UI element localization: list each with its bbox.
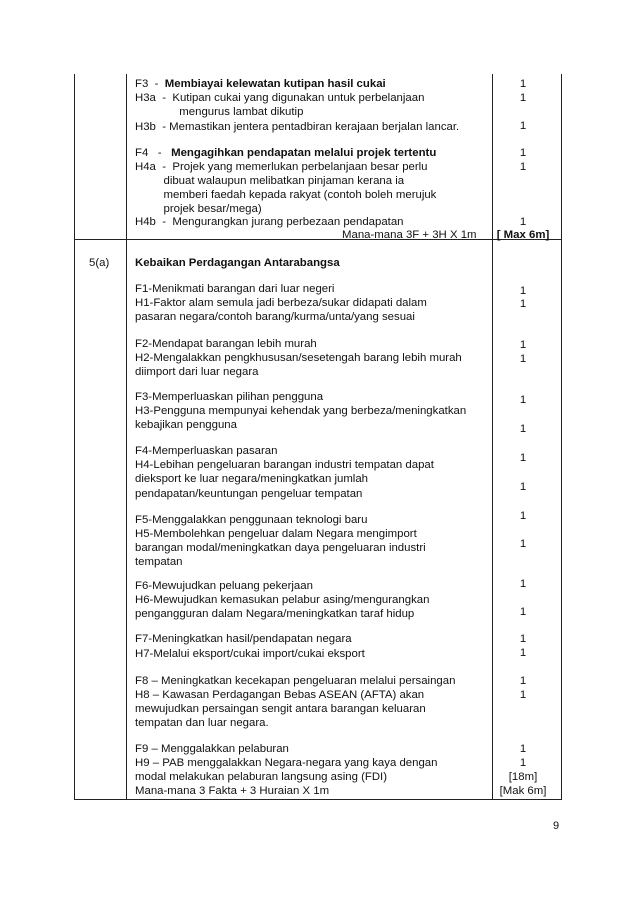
h8-continuation-2: tempatan dan luar negara. xyxy=(135,717,269,729)
h4a-line: H4a - Projek yang memerlukan perbelanjaan besar perlu xyxy=(135,161,428,173)
mark: 1 xyxy=(519,510,527,522)
h8-line: H8 – Kawasan Perdagangan Bebas ASEAN (AFTA) akan xyxy=(135,689,425,701)
f4-heading: Mengagihkan pendapatan melalui projek tertentu xyxy=(171,147,437,159)
h3a-line: H3a - Kutipan cukai yang digunakan untuk perbelanjaan xyxy=(135,92,425,104)
h4a-continuation-2: memberi faedah kepada rakyat (contoh boleh merujuk xyxy=(135,189,437,201)
page-number: 9 xyxy=(553,820,560,832)
h3-continuation: kebajikan pengguna xyxy=(135,419,237,431)
mark: 1 xyxy=(519,633,527,645)
h1-continuation: pasaran negara/contoh barang/kurma/unta/yang sesuai xyxy=(135,311,415,323)
f2-line: F2-Mendapat barangan lebih murah xyxy=(135,338,317,350)
f6-line: F6-Mewujudkan peluang pekerjaan xyxy=(135,580,313,592)
h4a-continuation-1: dibuat walaupun melibatkan pinjaman kerana ia xyxy=(135,175,405,187)
f5-line: F5-Menggalakkan penggunaan teknologi baru xyxy=(135,514,368,526)
column-divider-1 xyxy=(126,74,127,800)
h2-line: H2-Mengalakkan pengkhususan/sesetengah barang lebih murah xyxy=(135,352,462,364)
h5-continuation-1: barangan modal/meningkatkan daya pengeluaran industri xyxy=(135,542,426,554)
mark: 1 xyxy=(519,606,527,618)
mark: 1 xyxy=(519,423,527,435)
h3a-continuation: mengurus lambat dikutip xyxy=(135,106,304,118)
f3-prefix: F3 - xyxy=(135,78,165,90)
h5-line: H5-Membolehkan pengeluar dalam Negara mengimport xyxy=(135,528,417,540)
column-divider-2 xyxy=(492,74,493,800)
row-divider xyxy=(74,239,562,240)
max-mark: [Mak 6m] xyxy=(499,785,547,797)
mark: 1 xyxy=(519,538,527,550)
mark: 1 xyxy=(519,161,527,173)
row-2-instruction: Mana-mana 3 Fakta + 3 Huraian X 1m xyxy=(135,785,330,797)
mark: 1 xyxy=(519,452,527,464)
h4b-line: H4b - Mengurangkan jurang perbezaan pendapatan xyxy=(135,216,404,228)
mark: 1 xyxy=(519,675,527,687)
mark: 1 xyxy=(519,578,527,590)
section-heading: Kebaikan Perdagangan Antarabangsa xyxy=(135,257,340,269)
h2-continuation: diimport dari luar negara xyxy=(135,366,259,378)
h9-continuation: modal melakukan pelaburan langsung asing (FDI) xyxy=(135,771,388,783)
h6-line: H6-Mewujudkan kemasukan pelabur asing/mengurangkan xyxy=(135,594,430,606)
mark: 1 xyxy=(519,298,527,310)
f7-line: F7-Meningkatkan hasil/pendapatan negara xyxy=(135,633,352,645)
mark: 1 xyxy=(519,689,527,701)
h7-line: H7-Melalui eksport/cukai import/cukai eksport xyxy=(135,648,365,660)
mark: 1 xyxy=(519,757,527,769)
h4-line: H4-Lebihan pengeluaran barangan industri tempatan dapat xyxy=(135,459,434,471)
mark: 1 xyxy=(519,394,527,406)
table-border-bottom xyxy=(74,799,562,800)
mark: 1 xyxy=(519,647,527,659)
mark: 1 xyxy=(519,285,527,297)
f4-prefix: F4 - xyxy=(135,147,172,159)
mark: 1 xyxy=(519,147,527,159)
h4-continuation-2: pendapatan/keuntungan pengeluar tempatan xyxy=(135,488,363,500)
table-border-left xyxy=(74,74,75,800)
h9-line: H9 – PAB menggalakkan Negara-negara yang kaya dengan xyxy=(135,757,438,769)
row-1-max-mark: [ Max 6m] xyxy=(496,229,550,241)
mark: 1 xyxy=(519,743,527,755)
mark: 1 xyxy=(519,120,527,132)
f4-line: F4-Memperluaskan pasaran xyxy=(135,445,278,457)
mark: 1 xyxy=(519,353,527,365)
mark: 1 xyxy=(519,481,527,493)
total-mark: [18m] xyxy=(508,771,538,783)
f1-line: F1-Menikmati barangan dari luar negeri xyxy=(135,283,335,295)
h5-continuation-2: tempatan xyxy=(135,556,183,568)
h1-line: H1-Faktor alam semula jadi berbeza/sukar didapati dalam xyxy=(135,297,427,309)
h3-line: H3-Pengguna mempunyai kehendak yang berbeza/meningkatkan xyxy=(135,405,467,417)
f8-line: F8 – Meningkatkan kecekapan pengeluaran melalui persaingan xyxy=(135,675,456,687)
f9-line: F9 – Menggalakkan pelaburan xyxy=(135,743,289,755)
mark: 1 xyxy=(519,216,527,228)
mark: 1 xyxy=(519,339,527,351)
h3b-line: H3b - Memastikan jentera pentadbiran kerajaan berjalan lancar. xyxy=(135,121,460,133)
h4a-continuation-3: projek besar/mega) xyxy=(135,203,262,215)
table-border-right xyxy=(561,74,562,800)
h4-continuation-1: dieksport ke luar negara/meningkatkan jumlah xyxy=(135,473,369,485)
mark: 1 xyxy=(519,92,527,104)
mark: 1 xyxy=(519,78,527,90)
f3-line xyxy=(135,78,386,92)
row-1-instruction: Mana-mana 3F + 3H X 1m xyxy=(342,229,477,241)
question-number: 5(a) xyxy=(89,257,110,269)
f3-line: F3-Memperluaskan pilihan pengguna xyxy=(135,391,324,403)
f4-line xyxy=(135,147,436,161)
f3-heading: Membiayai kelewatan kutipan hasil cukai xyxy=(164,78,386,90)
h8-continuation-1: mewujudkan persaingan sengit antara barangan keluaran xyxy=(135,703,426,715)
h6-continuation: pengangguran dalam Negara/meningkatkan taraf hidup xyxy=(135,608,415,620)
